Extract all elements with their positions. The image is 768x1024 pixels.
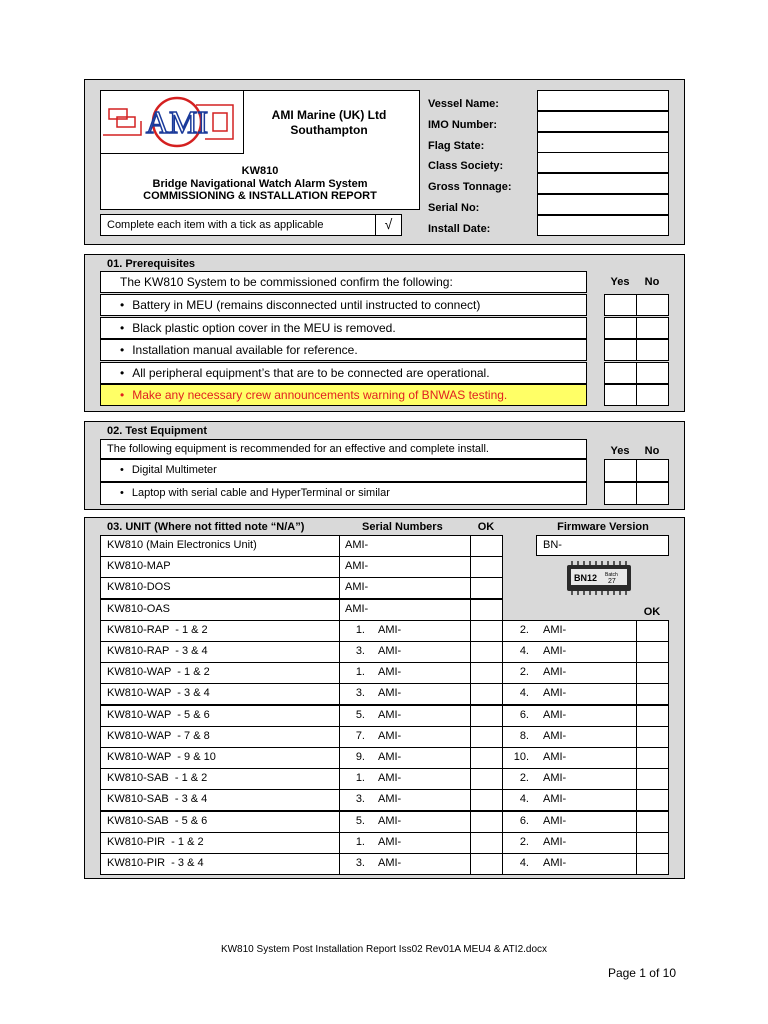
equipment-item: • Laptop with serial cable and HyperTerminal or similar bbox=[120, 487, 390, 499]
serial-prefix: AMI- bbox=[543, 772, 567, 785]
serial-prefix: AMI- bbox=[543, 708, 567, 721]
serial-number-index: 3. bbox=[355, 857, 365, 869]
prerequisite-yes-checkbox[interactable] bbox=[604, 339, 637, 361]
ok-checkbox[interactable] bbox=[470, 747, 503, 769]
serial-number-index: 1. bbox=[355, 623, 365, 636]
serial-number-index: 1. bbox=[355, 666, 365, 679]
serial-prefix: AMI- bbox=[378, 645, 402, 657]
report-title: COMMISSIONING & INSTALLATION REPORT bbox=[143, 190, 377, 202]
ok-checkbox[interactable] bbox=[636, 768, 669, 790]
ok-checkbox[interactable] bbox=[636, 853, 669, 875]
serial-number-index: 2. bbox=[519, 666, 529, 679]
unit-name: KW810-WAP - 9 & 10 bbox=[107, 751, 216, 763]
prerequisite-no-checkbox[interactable] bbox=[636, 317, 669, 339]
ami-logo bbox=[100, 90, 244, 154]
prerequisite-yes-checkbox[interactable] bbox=[604, 294, 637, 316]
prerequisite-item: • Installation manual available for reference. bbox=[120, 343, 358, 357]
serial-number-index: 10. bbox=[513, 751, 529, 763]
unit-name: KW810-PIR - 1 & 2 bbox=[107, 835, 204, 848]
test-equipment-title: 02. Test Equipment bbox=[107, 425, 208, 437]
ok-checkbox[interactable] bbox=[636, 683, 669, 705]
ok-checkbox[interactable] bbox=[636, 832, 669, 854]
prerequisite-yes-checkbox[interactable] bbox=[604, 362, 637, 384]
ok-checkbox[interactable] bbox=[470, 853, 503, 875]
serial-prefix: AMI- bbox=[345, 539, 369, 551]
serial-number-index: 3. bbox=[355, 645, 365, 657]
equipment-no-checkbox[interactable] bbox=[636, 459, 669, 482]
system-title: Bridge Navigational Watch Alarm System bbox=[152, 178, 368, 190]
unit-name: KW810 (Main Electronics Unit) bbox=[107, 539, 257, 551]
field-label-4: Gross Tonnage: bbox=[428, 181, 512, 194]
prerequisite-item: • Black plastic option cover in the MEU is removed. bbox=[120, 321, 396, 335]
ok-checkbox[interactable] bbox=[636, 789, 669, 811]
ok-checkbox[interactable] bbox=[470, 577, 503, 599]
instruction-text: Complete each item with a tick as applicable bbox=[107, 219, 324, 231]
footer-filename: KW810 System Post Installation Report Iss02 Rev01A MEU4 & ATI2.docx bbox=[220, 944, 548, 955]
serial-number-index: 1. bbox=[355, 772, 365, 785]
unit-name: KW810-WAP - 5 & 6 bbox=[107, 708, 210, 721]
prerequisites-title: 01. Prerequisites bbox=[107, 258, 196, 270]
ok-checkbox[interactable] bbox=[470, 641, 503, 663]
field-input-2[interactable] bbox=[537, 132, 669, 153]
ok-checkbox[interactable] bbox=[470, 811, 503, 833]
serial-prefix: AMI- bbox=[378, 687, 402, 700]
unit-name: KW810-DOS bbox=[107, 581, 171, 594]
serial-prefix: AMI- bbox=[345, 560, 369, 573]
model-title: KW810 bbox=[241, 165, 279, 177]
serial-number-index: 2. bbox=[519, 772, 529, 785]
serial-prefix: AMI- bbox=[543, 835, 567, 848]
equipment-item: • Digital Multimeter bbox=[120, 464, 217, 476]
field-input-1[interactable] bbox=[537, 111, 669, 132]
test-equipment-intro: The following equipment is recommended for an effective and complete install. bbox=[107, 443, 489, 455]
ok-checkbox[interactable] bbox=[636, 705, 669, 727]
serial-prefix: AMI- bbox=[345, 581, 369, 594]
serial-number-index: 1. bbox=[355, 835, 365, 848]
firmware-value: BN- bbox=[543, 539, 562, 551]
unit-name: KW810-MAP bbox=[107, 560, 171, 573]
test-equipment-no-header: No bbox=[644, 445, 660, 457]
serial-prefix: AMI- bbox=[543, 751, 567, 763]
ok-checkbox[interactable] bbox=[636, 747, 669, 769]
company-city: Southampton bbox=[290, 123, 368, 137]
field-label-6: Install Date: bbox=[428, 222, 491, 235]
ok-checkbox[interactable] bbox=[636, 620, 669, 642]
unit-title: 03. UNIT (Where not fitted note “N/A”) bbox=[107, 521, 305, 533]
serial-prefix: AMI- bbox=[543, 687, 567, 700]
ok-checkbox[interactable] bbox=[470, 768, 503, 790]
unit-name: KW810-SAB - 1 & 2 bbox=[107, 772, 208, 785]
serial-number-index: 6. bbox=[519, 814, 529, 827]
serial-number-index: 9. bbox=[355, 751, 365, 763]
serial-prefix: AMI- bbox=[543, 666, 567, 679]
ok-checkbox[interactable] bbox=[470, 662, 503, 684]
unit-name: KW810-WAP - 7 & 8 bbox=[107, 729, 210, 742]
prerequisites-yes-header: Yes bbox=[610, 276, 630, 288]
serial-prefix: AMI- bbox=[378, 751, 402, 763]
firmware-version-header: Firmware Version bbox=[557, 521, 649, 533]
prerequisite-no-checkbox[interactable] bbox=[636, 294, 669, 316]
serial-prefix: AMI- bbox=[345, 602, 369, 615]
field-input-6[interactable] bbox=[537, 215, 669, 236]
unit-name: KW810-OAS bbox=[107, 602, 170, 615]
chip-batch: Batch bbox=[605, 572, 618, 578]
company-name: AMI Marine (UK) Ltd bbox=[271, 108, 387, 122]
serial-number-index: 4. bbox=[519, 687, 529, 700]
serial-number-index: 4. bbox=[519, 793, 529, 806]
field-label-5: Serial No: bbox=[428, 202, 480, 214]
serial-numbers-header: Serial Numbers bbox=[362, 521, 443, 533]
equipment-yes-checkbox[interactable] bbox=[604, 482, 637, 505]
ok-checkbox[interactable] bbox=[470, 705, 503, 727]
ok-checkbox[interactable] bbox=[470, 620, 503, 642]
serial-prefix: AMI- bbox=[543, 793, 567, 806]
footer-page: Page 1 of 10 bbox=[607, 966, 676, 980]
ok-checkbox[interactable] bbox=[470, 683, 503, 705]
field-input-5[interactable] bbox=[537, 194, 669, 215]
unit-name: KW810-SAB - 5 & 6 bbox=[107, 814, 208, 827]
serial-number-index: 5. bbox=[355, 708, 365, 721]
unit-name: KW810-SAB - 3 & 4 bbox=[107, 793, 208, 806]
serial-prefix: AMI- bbox=[378, 814, 402, 827]
ok-checkbox[interactable] bbox=[470, 599, 503, 621]
ok-checkbox[interactable] bbox=[470, 832, 503, 854]
ok-checkbox[interactable] bbox=[636, 811, 669, 833]
prerequisite-no-checkbox[interactable] bbox=[636, 384, 669, 406]
serial-prefix: AMI- bbox=[543, 729, 567, 742]
firmware-chip-image bbox=[566, 561, 632, 595]
tick-mark: √ bbox=[384, 216, 393, 232]
serial-prefix: AMI- bbox=[378, 835, 402, 848]
prerequisite-no-checkbox[interactable] bbox=[636, 362, 669, 384]
prerequisite-no-checkbox[interactable] bbox=[636, 339, 669, 361]
test-equipment-yes-header: Yes bbox=[610, 445, 630, 457]
serial-prefix: AMI- bbox=[378, 708, 402, 721]
chip-num: 27 bbox=[608, 578, 616, 585]
prerequisite-yes-checkbox[interactable] bbox=[604, 317, 637, 339]
serial-number-index: 2. bbox=[519, 623, 529, 636]
prerequisite-item: • Battery in MEU (remains disconnected until instructed to connect) bbox=[120, 298, 480, 312]
serial-prefix: AMI- bbox=[378, 772, 402, 785]
prerequisites-intro: The KW810 System to be commissioned confirm the following: bbox=[120, 275, 453, 289]
serial-number-index: 7. bbox=[355, 729, 365, 742]
ok-checkbox[interactable] bbox=[470, 535, 503, 557]
serial-number-index: 3. bbox=[355, 793, 365, 806]
field-input-0[interactable] bbox=[537, 90, 669, 111]
serial-number-index: 6. bbox=[519, 708, 529, 721]
equipment-yes-checkbox[interactable] bbox=[604, 459, 637, 482]
logo-text: AMI bbox=[145, 104, 209, 140]
equipment-no-checkbox[interactable] bbox=[636, 482, 669, 505]
field-label-1: IMO Number: bbox=[428, 118, 498, 131]
chip-label: BN12 bbox=[574, 573, 598, 583]
ok-checkbox[interactable] bbox=[470, 556, 503, 578]
chip-ok-label: OK bbox=[643, 606, 661, 618]
unit-name: KW810-WAP - 1 & 2 bbox=[107, 666, 210, 679]
unit-name: KW810-PIR - 3 & 4 bbox=[107, 857, 204, 869]
unit-name: KW810-WAP - 3 & 4 bbox=[107, 687, 210, 700]
field-input-3[interactable] bbox=[537, 152, 669, 173]
serial-number-index: 3. bbox=[355, 687, 365, 700]
unit-name: KW810-RAP - 1 & 2 bbox=[107, 623, 208, 636]
ok-checkbox[interactable] bbox=[636, 726, 669, 748]
serial-number-index: 5. bbox=[355, 814, 365, 827]
serial-number-index: 4. bbox=[519, 857, 529, 869]
serial-number-index: 8. bbox=[519, 729, 529, 742]
prerequisite-item: • All peripheral equipment’s that are to be connected are operational. bbox=[120, 366, 490, 380]
serial-prefix: AMI- bbox=[543, 814, 567, 827]
serial-prefix: AMI- bbox=[378, 729, 402, 742]
serial-prefix: AMI- bbox=[378, 857, 402, 869]
ok-checkbox[interactable] bbox=[636, 641, 669, 663]
prerequisites-no-header: No bbox=[644, 276, 660, 288]
prerequisite-item: • Make any necessary crew announcements warning of BNWAS testing. bbox=[120, 388, 507, 402]
serial-prefix: AMI- bbox=[543, 857, 567, 869]
field-label-0: Vessel Name: bbox=[428, 98, 499, 110]
ok-header: OK bbox=[477, 521, 495, 533]
ok-checkbox[interactable] bbox=[470, 726, 503, 748]
serial-prefix: AMI- bbox=[543, 623, 567, 636]
ok-checkbox[interactable] bbox=[636, 662, 669, 684]
serial-prefix: AMI- bbox=[543, 645, 567, 657]
serial-prefix: AMI- bbox=[378, 623, 402, 636]
prerequisite-yes-checkbox[interactable] bbox=[604, 384, 637, 406]
field-label-3: Class Society: bbox=[428, 160, 504, 173]
serial-number-index: 4. bbox=[519, 645, 529, 657]
ok-checkbox[interactable] bbox=[470, 789, 503, 811]
field-input-4[interactable] bbox=[537, 173, 669, 194]
serial-number-index: 2. bbox=[519, 835, 529, 848]
unit-name: KW810-RAP - 3 & 4 bbox=[107, 645, 208, 657]
field-label-2: Flag State: bbox=[428, 139, 485, 152]
serial-prefix: AMI- bbox=[378, 666, 402, 679]
serial-prefix: AMI- bbox=[378, 793, 402, 806]
